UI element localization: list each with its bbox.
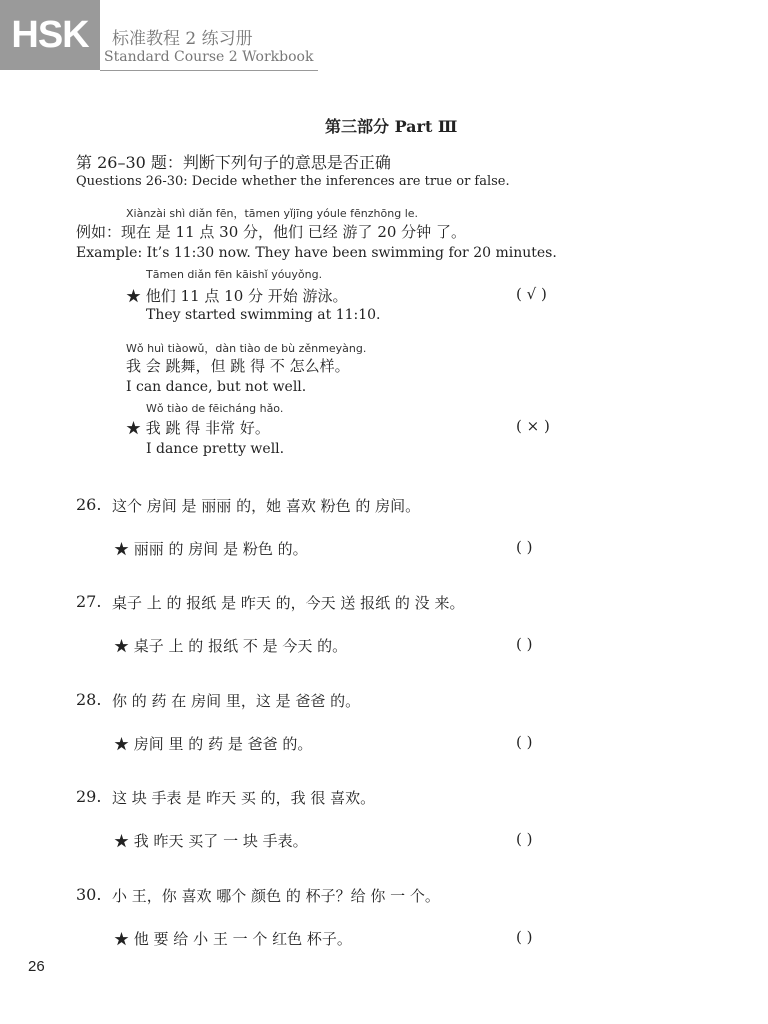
question-statement: ★ 房间 里 的 药 是 爸爸 的。 bbox=[114, 735, 313, 753]
hsk-logo: HSK bbox=[0, 0, 100, 70]
answer-blank: ( ) bbox=[516, 635, 533, 653]
part-title: 第三部分 Part Ⅲ bbox=[325, 117, 458, 136]
answer-blank: ( ) bbox=[516, 928, 533, 946]
question-sentence: 你 的 药 在 房间 里，这 是 爸爸 的。 bbox=[112, 692, 361, 710]
answer-blank: ( ) bbox=[516, 733, 533, 751]
book-title-cn: 标准教程 2 练习册 bbox=[112, 29, 253, 49]
example1-sentence-cn: 例如：现在 是 11 点 30 分，他们 已经 游了 20 分钟 了。 bbox=[76, 223, 466, 241]
example1-statement-cn: ★ 他们 11 点 10 分 开始 游泳。 bbox=[126, 287, 348, 305]
example2-answer: ( × ) bbox=[516, 417, 550, 435]
book-title-en: Standard Course 2 Workbook bbox=[104, 49, 314, 65]
example2-sentence-en: I can dance, but not well. bbox=[126, 379, 307, 395]
question-number: 27. bbox=[76, 592, 102, 611]
instructions-en: Questions 26-30: Decide whether the inferences are true or false. bbox=[76, 174, 510, 189]
question-statement: ★ 丽丽 的 房间 是 粉色 的。 bbox=[114, 540, 308, 558]
example2-statement-en: I dance pretty well. bbox=[146, 441, 285, 457]
example2-pinyin: Wǒ huì tiàowǔ，dàn tiào de bù zěnmeyàng. bbox=[126, 342, 367, 355]
question-number: 29. bbox=[76, 787, 102, 806]
instructions-cn: 第 26–30 题：判断下列句子的意思是否正确 bbox=[76, 153, 391, 172]
example2-statement-pinyin: Wǒ tiào de fēicháng hǎo. bbox=[146, 402, 284, 415]
example1-pinyin: Xiànzài shì diǎn fēn，tāmen yǐjīng yóule fēnzhōng le. bbox=[126, 207, 419, 220]
question-sentence: 桌子 上 的 报纸 是 昨天 的，今天 送 报纸 的 没 来。 bbox=[112, 594, 465, 612]
question-sentence: 小 王，你 喜欢 哪个 颜色 的 杯子？给 你 一 个。 bbox=[112, 887, 440, 905]
question-number: 30. bbox=[76, 885, 102, 904]
question-statement: ★ 我 昨天 买了 一 块 手表。 bbox=[114, 832, 308, 850]
example1-sentence-en: Example: It’s 11:30 now. They have been swimming for 20 minutes. bbox=[76, 245, 557, 261]
page-number: 26 bbox=[28, 958, 45, 975]
question-number: 28. bbox=[76, 690, 102, 709]
example1-statement-pinyin: Tāmen diǎn fēn kāishǐ yóuyǒng. bbox=[146, 268, 323, 281]
example1-answer: ( √ ) bbox=[516, 285, 547, 303]
answer-blank: ( ) bbox=[516, 538, 533, 556]
question-statement: ★ 他 要 给 小 王 一 个 红色 杯子。 bbox=[114, 930, 352, 948]
answer-blank: ( ) bbox=[516, 830, 533, 848]
question-sentence: 这 块 手表 是 昨天 买 的，我 很 喜欢。 bbox=[112, 789, 376, 807]
example1-statement-en: They started swimming at 11:10. bbox=[146, 307, 381, 323]
example2-sentence-cn: 我 会 跳舞，但 跳 得 不 怎么样。 bbox=[126, 357, 350, 375]
question-number: 26. bbox=[76, 495, 102, 514]
question-sentence: 这个 房间 是 丽丽 的，她 喜欢 粉色 的 房间。 bbox=[112, 497, 421, 515]
example2-statement-cn: ★ 我 跳 得 非常 好。 bbox=[126, 419, 270, 437]
question-statement: ★ 桌子 上 的 报纸 不 是 今天 的。 bbox=[114, 637, 348, 655]
header-divider bbox=[100, 70, 318, 71]
